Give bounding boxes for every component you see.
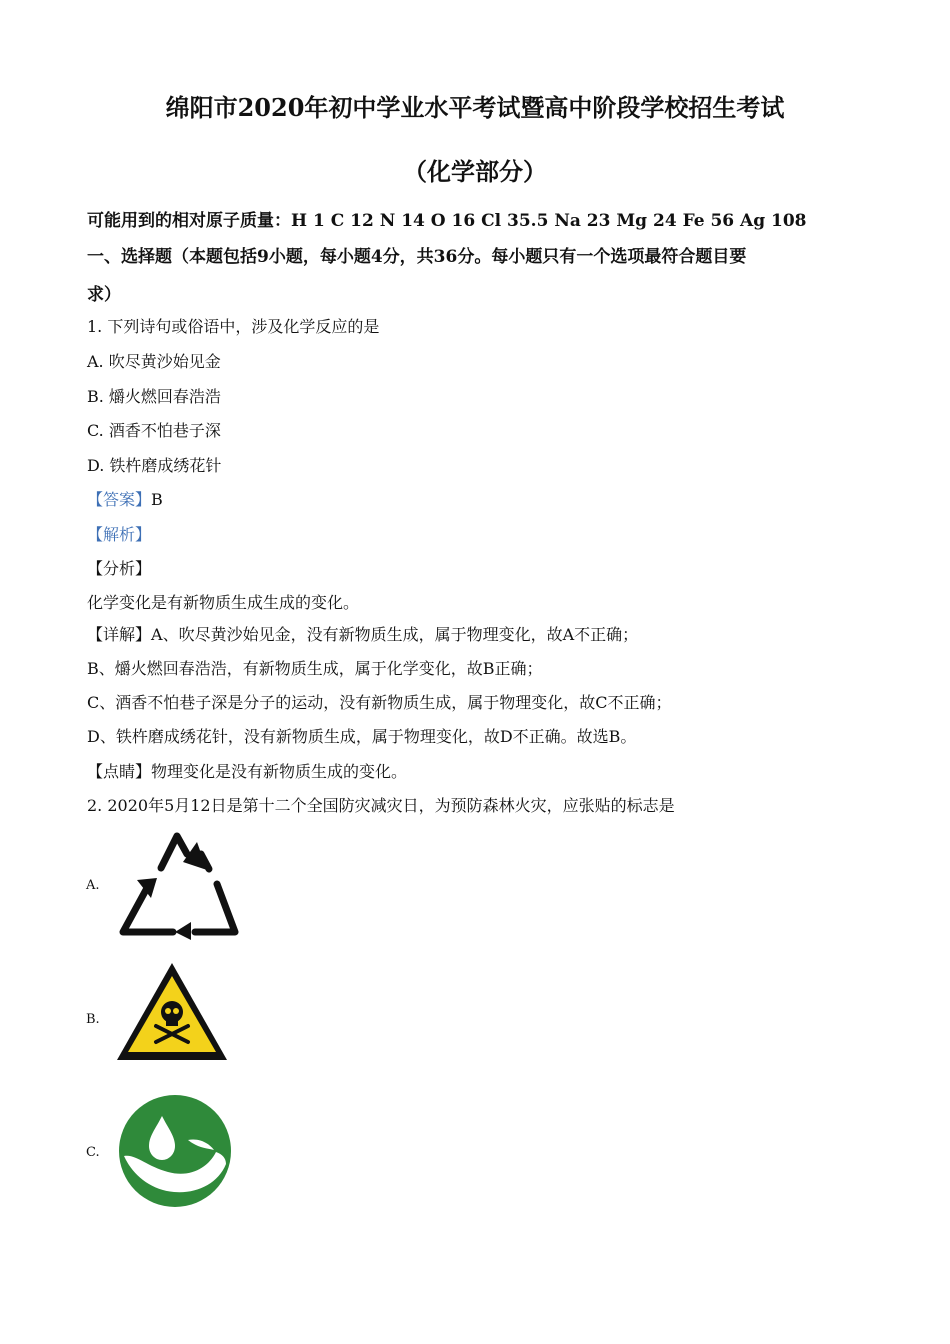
recycle-icon: [117, 828, 241, 942]
question-1-stem: 1. 下列诗句或俗语中，涉及化学反应的是: [87, 317, 380, 336]
q1-answer: [87, 487, 163, 510]
answer-tag: 【答案】: [87, 490, 152, 509]
comment-text: 物理变化是没有新物质生成的变化。: [151, 762, 408, 781]
page-subtitle: （化学部分）: [403, 157, 547, 186]
toxic-warning-icon: [114, 960, 230, 1064]
question-2-stem: 2. 2020年5月12日是第十二个全国防灾减灾日，为预防森林火灾，应张贴的标志是: [87, 796, 675, 815]
detail-text-a: A、吹尽黄沙始见金，没有新物质生成，属于物理变化，故A不正确；: [151, 625, 639, 644]
detail-line-d: D、铁杵磨成绣花针，没有新物质生成，属于物理变化，故D不正确。故选B。: [87, 727, 637, 746]
comment-tag: 【点睛】: [87, 762, 152, 781]
detail-line-a: [87, 622, 638, 645]
detail-line-c: C、酒香不怕巷子深是分子的运动，没有新物质生成，属于物理变化，故C不正确；: [87, 693, 672, 712]
fenxi-text: 化学变化是有新物质生成生成的变化。: [87, 593, 360, 612]
q1-option-a: A. 吹尽黄沙始见金: [87, 352, 221, 371]
q2-option-c-label: C.: [86, 1145, 100, 1160]
section-heading: 一、选择题（本题包括9小题，每小题4分，共36分。每小题只有一个选项最符合题目要: [87, 247, 747, 267]
atomic-masses: 可能用到的相对原子质量：H 1 C 12 N 14 O 16 Cl 35.5 Na 23 Mg 24 Fe 56 Ag 108: [87, 211, 807, 231]
q1-option-d: D. 铁杵磨成绣花针: [87, 456, 222, 475]
water-saving-icon: [116, 1094, 234, 1208]
comment-line: [87, 759, 407, 782]
detail-line-b: B、爝火燃回春浩浩，有新物质生成，属于化学变化，故B正确；: [87, 659, 543, 678]
q2-option-a-label: A.: [86, 878, 100, 893]
section-heading-cont: 求）: [87, 285, 121, 305]
q1-option-c: C. 酒香不怕巷子深: [87, 421, 221, 440]
q1-option-b: B. 爝火燃回春浩浩: [87, 387, 221, 406]
analysis-tag: 【解析】: [87, 525, 152, 544]
page-title: 绵阳市2020年初中学业水平考试暨高中阶段学校招生考试: [165, 93, 785, 122]
q2-option-b-label: B.: [86, 1012, 100, 1027]
answer-value: B: [151, 490, 163, 509]
detail-tag: 【详解】: [87, 625, 152, 644]
fenxi-tag: 【分析】: [87, 559, 152, 578]
